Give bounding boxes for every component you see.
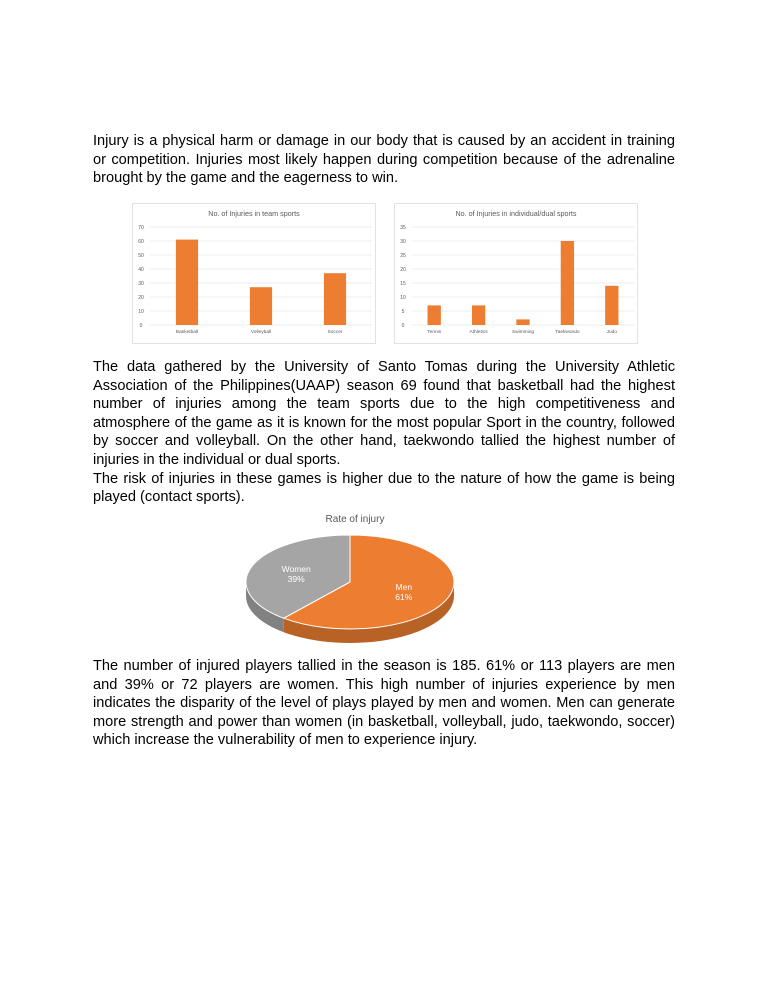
data-paragraph-text: The data gathered by the University of Santo Tomas during the University Athletic Association of the Philippines(UAAP) season 69 found that basketball had the highest number of injuries among the team sports due to the high competitiveness and atmosphere of the game as it is known for the most popular Sport in the country, followed by soccer and volleyball. On the other hand, taekwondo tallied the highest number of injuries in the individual or dual sports. (93, 359, 675, 468)
data-paragraph (93, 358, 675, 507)
bar-taekwondo (561, 241, 574, 325)
pie-value-men: 61% (395, 591, 413, 602)
rate-of-injury-pie-chart (244, 508, 466, 648)
conclusion-paragraph: The number of injured players tallied in the season is 185. 61% or 113 players are men and 39% or 72 players are women. This high number of injuries experience by men indicates the disparity of the level of plays played by men and women. Men can generate more strength and power than women (in basketball, volleyball, judo, taekwondo, soccer) which increase the vulnerability of men to experience injury. (93, 658, 675, 749)
y-tick-label: 10 (138, 309, 144, 315)
team-sports-bar-chart (132, 203, 376, 344)
pie-value-women: 39% (287, 574, 305, 585)
y-tick-label: 20 (400, 267, 406, 273)
x-tick-label: Basketball (175, 330, 199, 335)
y-tick-label: 0 (139, 323, 143, 329)
bar-athletics (472, 305, 485, 325)
pie-label-women: Women (281, 564, 311, 575)
bar-basketball (176, 240, 198, 325)
chart-title: No. of Injuries in individual/dual sports (455, 209, 577, 218)
y-tick-label: 30 (400, 239, 406, 245)
individual-sports-bar-chart (394, 203, 638, 344)
risk-paragraph-text: The risk of injuries in these games is higher due to the nature of how the game is being played (contact sports). (93, 470, 675, 506)
x-tick-label: Soccer (327, 330, 343, 335)
bar-judo (605, 286, 618, 325)
y-tick-label: 25 (400, 253, 406, 259)
bar-soccer (324, 273, 346, 325)
y-tick-label: 5 (401, 309, 405, 315)
bar-swimming (516, 319, 529, 325)
x-tick-label: Volleyball (250, 330, 272, 335)
intro-paragraph: Injury is a physical harm or damage in our body that is caused by an accident in training or competition. Injuries most likely happen during competition because of the adrenaline brought by the game and the eagerness to win. (93, 133, 675, 187)
x-tick-label: Judo (606, 330, 618, 335)
x-tick-label: Taekwondo (555, 330, 580, 335)
y-tick-label: 0 (401, 323, 405, 329)
x-tick-label: Tennis (427, 330, 442, 335)
chart-title: No. of Injuries in team sports (208, 209, 300, 218)
y-tick-label: 15 (400, 281, 406, 287)
y-tick-label: 10 (400, 295, 406, 301)
bar-volleyball (250, 287, 272, 325)
pie-label-men: Men (395, 581, 413, 592)
x-tick-label: Swimming (511, 330, 535, 335)
y-tick-label: 40 (138, 267, 144, 273)
y-tick-label: 30 (138, 281, 144, 287)
chart-title: Rate of injury (325, 514, 385, 525)
x-tick-label: Athletics (469, 330, 488, 335)
y-tick-label: 20 (138, 295, 144, 301)
bar-tennis (428, 305, 441, 325)
y-tick-label: 35 (400, 225, 406, 231)
y-tick-label: 60 (138, 239, 144, 245)
y-tick-label: 50 (138, 253, 144, 259)
y-tick-label: 70 (138, 225, 144, 231)
